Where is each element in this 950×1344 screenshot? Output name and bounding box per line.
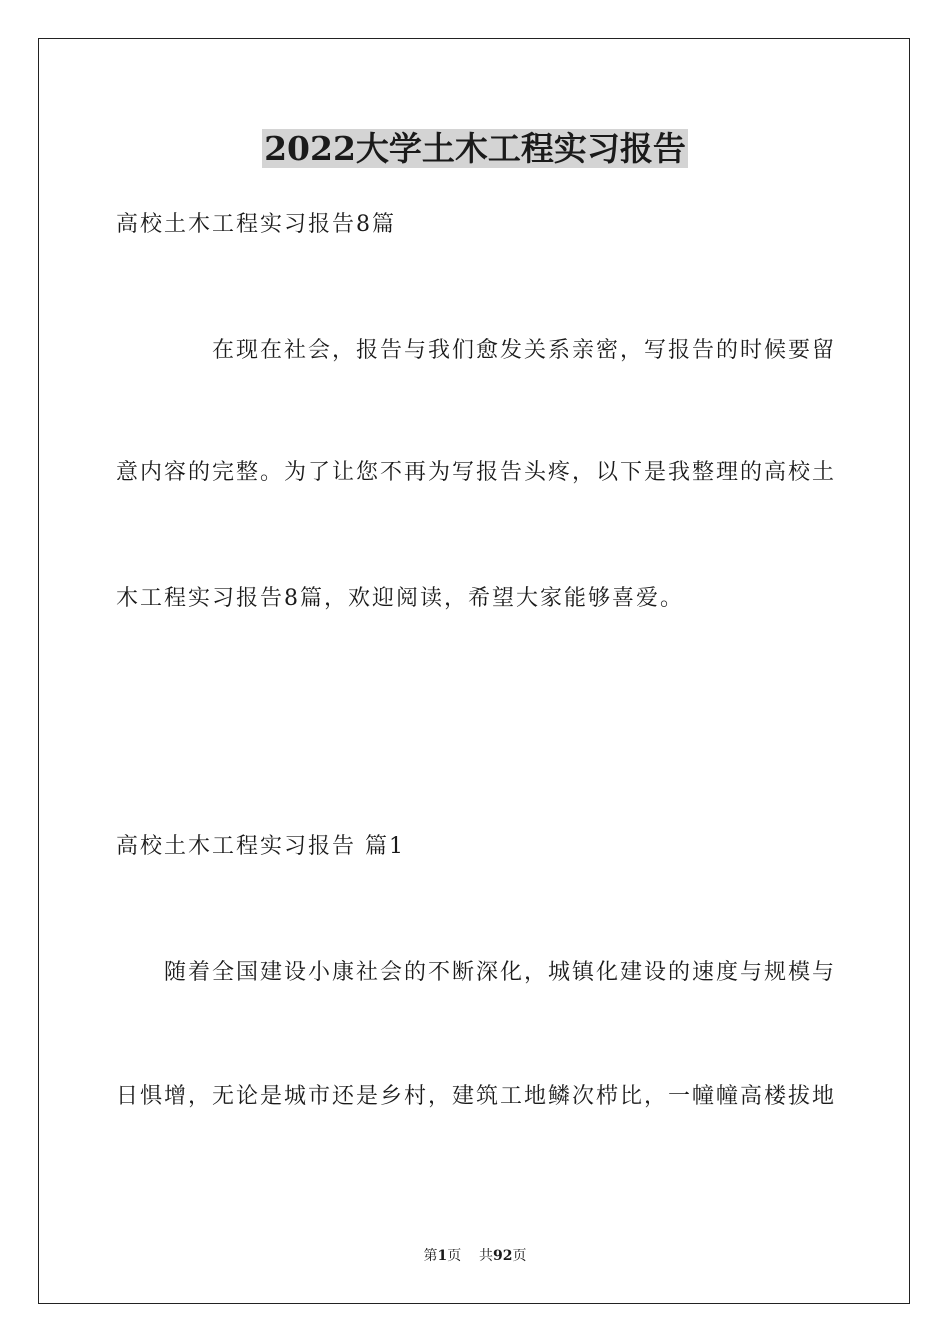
document-title-text: 2022大学土木工程实习报告 [264,129,686,168]
footer-page-suffix: 页 [447,1248,462,1264]
footer-page-current: 1 [437,1248,448,1264]
document-title [0,126,950,172]
section-heading: 高校土木工程实习报告 篇1 [116,834,405,859]
intro-paragraph-line-2: 意内容的完整。为了让您不再为写报告头疼，以下是我整理的高校土 [116,460,837,485]
document-subtitle: 高校土木工程实习报告8篇 [116,212,396,237]
page-footer [0,1246,950,1266]
section-paragraph-line-2: 日惧增，无论是城市还是乡村，建筑工地鳞次栉比，一幢幢高楼拔地 [116,1084,837,1109]
section-paragraph-line-1: 随着全国建设小康社会的不断深化，城镇化建设的速度与规模与 [164,960,837,985]
footer-page-total: 92 [493,1248,513,1264]
footer-page-prefix: 第 [423,1248,438,1264]
footer-total-suffix: 页 [512,1248,527,1264]
footer-total-prefix: 共 [479,1248,494,1264]
intro-paragraph-line-3: 木工程实习报告8篇，欢迎阅读，希望大家能够喜爱。 [116,586,684,611]
intro-paragraph-line-1: 在现在社会，报告与我们愈发关系亲密，写报告的时候要留 [212,338,837,363]
